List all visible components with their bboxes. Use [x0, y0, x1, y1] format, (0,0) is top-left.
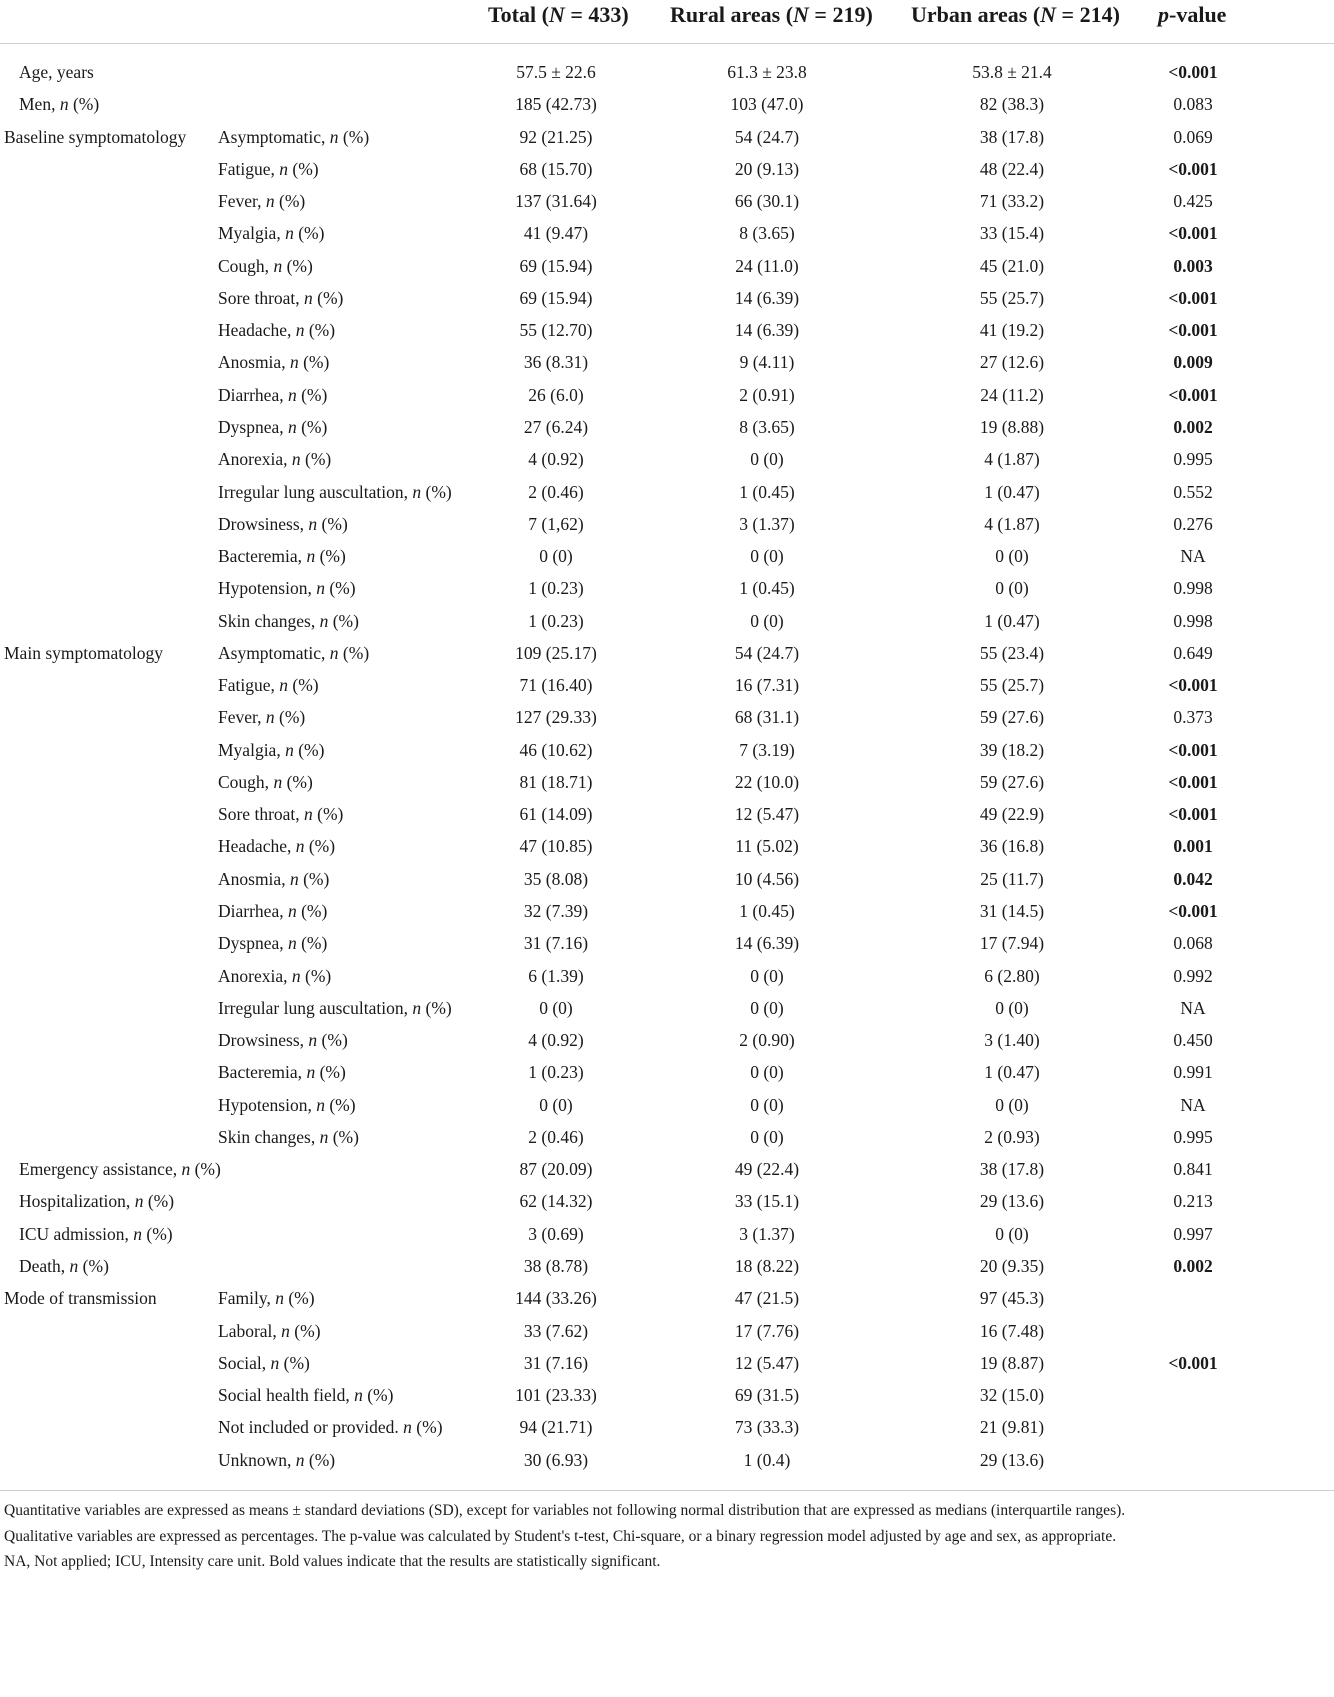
cell-pvalue: 0.992 [1173, 965, 1213, 986]
table-row [0, 1120, 1334, 1155]
row-label: Anosmia, n (%) [218, 868, 330, 889]
cell-total: 31 (7.16) [523, 1352, 589, 1373]
cell-pvalue: 0.009 [1173, 352, 1213, 373]
cell-total: 26 (6.0) [528, 384, 584, 405]
cell-pvalue: 0.998 [1173, 578, 1213, 599]
table-row [0, 1249, 1334, 1284]
cell-pvalue: <0.001 [1168, 771, 1218, 792]
cell-rural: 103 (47.0) [730, 94, 804, 115]
cell-total: 1 (0.23) [528, 1062, 584, 1083]
cell-total: 69 (15.94) [519, 287, 593, 308]
cell-total: 1 (0.23) [528, 578, 584, 599]
cell-pvalue: 0.003 [1173, 255, 1213, 276]
cell-pvalue: 0.002 [1173, 416, 1213, 437]
cell-pvalue: 0.995 [1173, 1126, 1213, 1147]
cell-rural: 1 (0.45) [739, 578, 795, 599]
cell-rural: 66 (30.1) [734, 191, 800, 212]
row-label: Fever, n (%) [218, 191, 306, 212]
cell-rural: 54 (24.7) [734, 126, 800, 147]
cell-urban: 39 (18.2) [979, 739, 1045, 760]
row-label: Dyspnea, n (%) [218, 416, 328, 437]
cell-rural: 33 (15.1) [734, 1191, 800, 1212]
table-row [0, 1023, 1334, 1058]
cell-rural: 1 (0.45) [739, 481, 795, 502]
cell-pvalue: 0.991 [1173, 1062, 1213, 1083]
cell-pvalue: 0.001 [1173, 836, 1213, 857]
cell-urban: 38 (17.8) [979, 126, 1045, 147]
row-label: Myalgia, n (%) [218, 223, 325, 244]
table-row [0, 959, 1334, 994]
cell-total: 94 (21.71) [519, 1417, 593, 1438]
cell-urban: 24 (11.2) [980, 384, 1044, 405]
table-row [0, 636, 1334, 671]
table-row [0, 1281, 1334, 1316]
cell-urban: 4 (1.87) [984, 449, 1040, 470]
cell-urban: 31 (14.5) [979, 901, 1045, 922]
cell-total: 127 (29.33) [515, 707, 597, 728]
row-label: Bacteremia, n (%) [218, 1062, 346, 1083]
cell-urban: 0 (0) [995, 546, 1029, 567]
cell-urban: 2 (0.93) [984, 1126, 1040, 1147]
cell-pvalue: <0.001 [1168, 675, 1218, 696]
cell-rural: 0 (0) [750, 610, 784, 631]
cell-rural: 8 (3.65) [739, 223, 795, 244]
cell-rural: 7 (3.19) [739, 739, 795, 760]
cell-urban: 0 (0) [995, 1223, 1029, 1244]
cell-pvalue: 0.997 [1173, 1223, 1213, 1244]
cell-total: 101 (23.33) [515, 1385, 597, 1406]
row-label: Cough, n (%) [218, 255, 313, 276]
cell-rural: 1 (0.45) [739, 901, 795, 922]
cell-total: 31 (7.16) [523, 933, 589, 954]
cell-urban: 38 (17.8) [979, 1159, 1045, 1180]
footnote-3: NA, Not applied; ICU, Intensity care unit. Bold values indicate that the results are statistically significant. [4, 1553, 661, 1571]
cell-rural: 18 (8.22) [734, 1255, 800, 1276]
cell-total: 57.5 ± 22.6 [516, 62, 596, 82]
cell-rural: 68 (31.1) [734, 707, 800, 728]
cell-total: 62 (14.32) [519, 1191, 593, 1212]
row-group-label: Main symptomatology [4, 642, 163, 663]
cell-urban: 1 (0.47) [984, 610, 1040, 631]
cell-rural: 2 (0.90) [739, 1030, 795, 1051]
cell-urban: 27 (12.6) [979, 352, 1045, 373]
row-label: Myalgia, n (%) [218, 739, 325, 760]
cell-rural: 0 (0) [750, 997, 784, 1018]
cell-rural: 49 (22.4) [734, 1159, 800, 1180]
header-urban: Urban areas (N = 214) [911, 2, 1120, 27]
cell-total: 2 (0.46) [528, 1126, 584, 1147]
cell-total: 4 (0.92) [528, 1030, 584, 1051]
cell-total: 38 (8.78) [523, 1255, 589, 1276]
row-label: Irregular lung auscultation, n (%) [218, 481, 452, 502]
row-label: Hypotension, n (%) [218, 578, 356, 599]
cell-total: 41 (9.47) [523, 223, 589, 244]
cell-urban: 16 (7.48) [979, 1320, 1045, 1341]
header-total: Total (N = 433) [488, 2, 629, 27]
row-label: Headache, n (%) [218, 836, 336, 857]
table-row [0, 1088, 1334, 1123]
cell-pvalue: 0.450 [1173, 1030, 1213, 1051]
cell-pvalue: 0.068 [1173, 933, 1213, 954]
cell-total: 1 (0.23) [528, 610, 584, 631]
row-label: Hypotension, n (%) [218, 1094, 356, 1115]
row-label: Fever, n (%) [218, 707, 306, 728]
cell-urban: 33 (15.4) [979, 223, 1045, 244]
cell-pvalue: <0.001 [1168, 223, 1218, 244]
cell-urban: 17 (7.94) [979, 933, 1045, 954]
cell-total: 0 (0) [539, 1094, 573, 1115]
cell-total: 81 (18.71) [519, 771, 593, 792]
footnote-2: Qualitative variables are expressed as percentages. The p-value was calculated by Student's t-test, Chi-square, or a binary regression model adjusted by age and sex, as appropriate. [4, 1527, 1117, 1545]
table-row [0, 313, 1334, 348]
table-row [0, 733, 1334, 768]
table-row [0, 475, 1334, 510]
table-row [0, 216, 1334, 251]
cell-total: 68 (15.70) [519, 158, 593, 179]
row-label: Skin changes, n (%) [218, 1126, 359, 1147]
cell-urban: 29 (13.6) [979, 1449, 1045, 1470]
table-row [0, 862, 1334, 897]
table-row [0, 1055, 1334, 1090]
cell-urban: 19 (8.87) [979, 1352, 1045, 1373]
row-label: Diarrhea, n (%) [218, 384, 328, 405]
cell-urban: 97 (45.3) [979, 1288, 1045, 1309]
cell-total: 185 (42.73) [515, 94, 597, 115]
footnote-1: Quantitative variables are expressed as means ± standard deviations (SD), except for variables not following normal distribution that are expressed as medians (interquartile ranges). [4, 1502, 1126, 1519]
cell-urban: 71 (33.2) [979, 191, 1045, 212]
cell-rural: 14 (6.39) [734, 933, 800, 954]
row-label: Bacteremia, n (%) [218, 546, 346, 567]
cell-urban: 48 (22.4) [979, 158, 1045, 179]
cell-urban: 6 (2.80) [984, 965, 1040, 986]
row-label: Cough, n (%) [218, 771, 313, 792]
cell-urban: 49 (22.9) [979, 804, 1045, 825]
cell-rural: 11 (5.02) [735, 836, 799, 857]
table-row [0, 765, 1334, 800]
row-label: Skin changes, n (%) [218, 610, 359, 631]
row-label: Irregular lung auscultation, n (%) [218, 997, 452, 1018]
cell-rural: 0 (0) [750, 449, 784, 470]
cell-urban: 29 (13.6) [979, 1191, 1045, 1212]
cell-pvalue: <0.001 [1168, 384, 1218, 405]
cell-total: 0 (0) [539, 546, 573, 567]
table-row [0, 926, 1334, 961]
row-label: Sore throat, n (%) [218, 804, 344, 825]
cell-pvalue: 0.373 [1173, 707, 1213, 728]
cell-rural: 2 (0.91) [739, 384, 795, 405]
cell-urban: 3 (1.40) [984, 1030, 1040, 1051]
cell-rural: 8 (3.65) [739, 416, 795, 437]
cell-total: 3 (0.69) [528, 1223, 584, 1244]
cell-urban: 4 (1.87) [984, 513, 1040, 534]
cell-rural: 3 (1.37) [739, 1223, 795, 1244]
cell-urban: 41 (19.2) [979, 320, 1045, 341]
cell-rural: 12 (5.47) [734, 1352, 800, 1373]
cell-pvalue: <0.001 [1168, 320, 1218, 341]
cell-urban: 20 (9.35) [979, 1255, 1045, 1276]
cell-total: 2 (0.46) [528, 481, 584, 502]
cell-pvalue: <0.001 [1168, 739, 1218, 760]
table-row [0, 1217, 1334, 1252]
table-row [0, 604, 1334, 639]
cell-total: 32 (7.39) [523, 901, 589, 922]
cell-pvalue: <0.001 [1168, 901, 1218, 922]
cell-urban: 59 (27.6) [979, 771, 1045, 792]
cell-rural: 22 (10.0) [734, 771, 800, 792]
cell-urban: 25 (11.7) [980, 868, 1044, 889]
cell-total: 144 (33.26) [515, 1288, 597, 1309]
cell-rural: 61.3 ± 23.8 [727, 62, 807, 82]
cell-rural: 3 (1.37) [739, 513, 795, 534]
cell-total: 35 (8.08) [523, 868, 589, 889]
cell-total: 109 (25.17) [515, 642, 597, 663]
cell-rural: 20 (9.13) [734, 158, 800, 179]
cell-urban: 32 (15.0) [979, 1385, 1045, 1406]
table-row [0, 571, 1334, 606]
table-row [0, 1184, 1334, 1219]
cell-pvalue: 0.083 [1173, 94, 1213, 115]
cell-urban: 53.8 ± 21.4 [972, 62, 1052, 82]
cell-pvalue: 0.042 [1173, 868, 1213, 889]
header-pvalue: p-value [1158, 2, 1227, 27]
cell-total: 55 (12.70) [519, 320, 593, 341]
table-row [0, 1378, 1334, 1413]
cell-urban: 1 (0.47) [984, 481, 1040, 502]
row-group-label: Baseline symptomatology [4, 126, 187, 147]
cell-pvalue: NA [1180, 1094, 1206, 1115]
table-row [0, 87, 1334, 122]
row-group-label: Mode of transmission [4, 1288, 157, 1309]
cell-urban: 0 (0) [995, 1094, 1029, 1115]
row-label: Social, n (%) [218, 1352, 310, 1373]
table-row [0, 345, 1334, 380]
table-footnotes [4, 1498, 1330, 1575]
table-row [0, 378, 1334, 413]
cell-rural: 0 (0) [750, 1094, 784, 1115]
cell-urban: 55 (25.7) [979, 287, 1045, 308]
table-row [0, 1314, 1334, 1349]
table-row [0, 120, 1334, 155]
cell-rural: 9 (4.11) [739, 352, 795, 373]
cell-total: 61 (14.09) [519, 804, 593, 825]
cell-pvalue: NA [1180, 997, 1206, 1018]
cell-pvalue: 0.069 [1173, 126, 1213, 147]
cell-rural: 10 (4.56) [734, 868, 800, 889]
cell-pvalue: 0.213 [1173, 1191, 1213, 1212]
table-row [0, 55, 1334, 90]
table-row [0, 184, 1334, 219]
table-bottom-divider [0, 1490, 1334, 1491]
cell-rural: 12 (5.47) [734, 804, 800, 825]
cell-rural: 47 (21.5) [734, 1288, 800, 1309]
cell-pvalue: <0.001 [1168, 62, 1218, 82]
cell-total: 30 (6.93) [523, 1449, 589, 1470]
row-label: Death, n (%) [19, 1255, 109, 1276]
cell-total: 92 (21.25) [519, 126, 593, 147]
cell-rural: 16 (7.31) [734, 675, 800, 696]
table-row [0, 991, 1334, 1026]
table-row [0, 281, 1334, 316]
cell-rural: 0 (0) [750, 1062, 784, 1083]
row-label: Asymptomatic, n (%) [218, 126, 370, 147]
row-label: Unknown, n (%) [218, 1449, 336, 1470]
cell-rural: 0 (0) [750, 965, 784, 986]
table-row [0, 829, 1334, 864]
table-row [0, 507, 1334, 542]
row-label: Drowsiness, n (%) [218, 1030, 348, 1051]
table-row [0, 410, 1334, 445]
cell-rural: 1 (0.4) [743, 1449, 791, 1470]
cell-pvalue: <0.001 [1168, 287, 1218, 308]
row-label: Hospitalization, n (%) [19, 1191, 175, 1212]
cell-urban: 59 (27.6) [979, 707, 1045, 728]
cell-urban: 55 (23.4) [979, 642, 1045, 663]
row-label: Headache, n (%) [218, 320, 336, 341]
table-row [0, 1152, 1334, 1187]
cell-rural: 14 (6.39) [734, 320, 800, 341]
cell-urban: 1 (0.47) [984, 1062, 1040, 1083]
cell-total: 87 (20.09) [519, 1159, 593, 1180]
cell-pvalue: 0.276 [1173, 513, 1213, 534]
table-row [0, 1346, 1334, 1381]
cell-rural: 73 (33.3) [734, 1417, 800, 1438]
row-label: Not included or provided. n (%) [218, 1417, 443, 1438]
cell-total: 0 (0) [539, 997, 573, 1018]
table-row [0, 894, 1334, 929]
row-label: Laboral, n (%) [218, 1320, 321, 1341]
cell-rural: 24 (11.0) [735, 255, 799, 276]
cell-pvalue: 0.649 [1173, 642, 1213, 663]
cell-pvalue: NA [1180, 546, 1206, 567]
row-label: ICU admission, n (%) [19, 1223, 173, 1244]
cell-total: 71 (16.40) [519, 675, 593, 696]
header-rural: Rural areas (N = 219) [670, 2, 873, 27]
cell-urban: 45 (21.0) [979, 255, 1045, 276]
cell-pvalue: <0.001 [1168, 804, 1218, 825]
row-label: Drowsiness, n (%) [218, 513, 348, 534]
row-label: Emergency assistance, n (%) [19, 1159, 221, 1180]
cell-pvalue: 0.425 [1173, 191, 1213, 212]
table-row [0, 668, 1334, 703]
cell-urban: 21 (9.81) [979, 1417, 1045, 1438]
cell-pvalue: <0.001 [1168, 158, 1218, 179]
table-row [0, 700, 1334, 735]
cell-pvalue: 0.995 [1173, 449, 1213, 470]
header-divider [0, 43, 1334, 44]
table-row [0, 249, 1334, 284]
cell-total: 36 (8.31) [523, 352, 589, 373]
cell-rural: 0 (0) [750, 1126, 784, 1147]
cell-pvalue: 0.002 [1173, 1255, 1213, 1276]
cell-total: 137 (31.64) [515, 191, 597, 212]
row-label: Anosmia, n (%) [218, 352, 330, 373]
row-label: Diarrhea, n (%) [218, 901, 328, 922]
cell-rural: 14 (6.39) [734, 287, 800, 308]
cell-pvalue: 0.841 [1173, 1159, 1213, 1180]
cell-urban: 82 (38.3) [979, 94, 1045, 115]
cell-total: 69 (15.94) [519, 255, 593, 276]
row-label: Family, n (%) [218, 1288, 315, 1309]
cell-urban: 0 (0) [995, 997, 1029, 1018]
cell-urban: 0 (0) [995, 578, 1029, 599]
table-header [0, 0, 1334, 42]
table-row [0, 442, 1334, 477]
cell-total: 4 (0.92) [528, 449, 584, 470]
cell-urban: 19 (8.88) [979, 416, 1045, 437]
cell-total: 47 (10.85) [519, 836, 593, 857]
row-label: Sore throat, n (%) [218, 287, 344, 308]
cell-pvalue: 0.998 [1173, 610, 1213, 631]
row-label: Age, years [19, 62, 94, 82]
cell-rural: 69 (31.5) [734, 1385, 800, 1406]
row-label: Fatigue, n (%) [218, 158, 319, 179]
table-row [0, 152, 1334, 187]
table-row [0, 539, 1334, 574]
cell-rural: 0 (0) [750, 546, 784, 567]
cell-total: 27 (6.24) [523, 416, 589, 437]
cell-rural: 54 (24.7) [734, 642, 800, 663]
cell-urban: 36 (16.8) [979, 836, 1045, 857]
row-label: Social health field, n (%) [218, 1385, 394, 1406]
table-row [0, 1443, 1334, 1478]
row-label: Fatigue, n (%) [218, 675, 319, 696]
cell-total: 46 (10.62) [519, 739, 593, 760]
row-label: Men, n (%) [19, 94, 100, 115]
cell-total: 7 (1,62) [528, 513, 584, 534]
row-label: Asymptomatic, n (%) [218, 642, 370, 663]
cell-total: 33 (7.62) [523, 1320, 589, 1341]
cell-rural: 17 (7.76) [734, 1320, 800, 1341]
table-row [0, 797, 1334, 832]
cell-pvalue: <0.001 [1168, 1352, 1218, 1373]
cell-pvalue: 0.552 [1173, 481, 1213, 502]
cell-urban: 55 (25.7) [979, 675, 1045, 696]
cell-total: 6 (1.39) [528, 965, 584, 986]
table-row [0, 1410, 1334, 1445]
row-label: Dyspnea, n (%) [218, 933, 328, 954]
row-label: Anorexia, n (%) [218, 449, 332, 470]
row-label: Anorexia, n (%) [218, 965, 332, 986]
